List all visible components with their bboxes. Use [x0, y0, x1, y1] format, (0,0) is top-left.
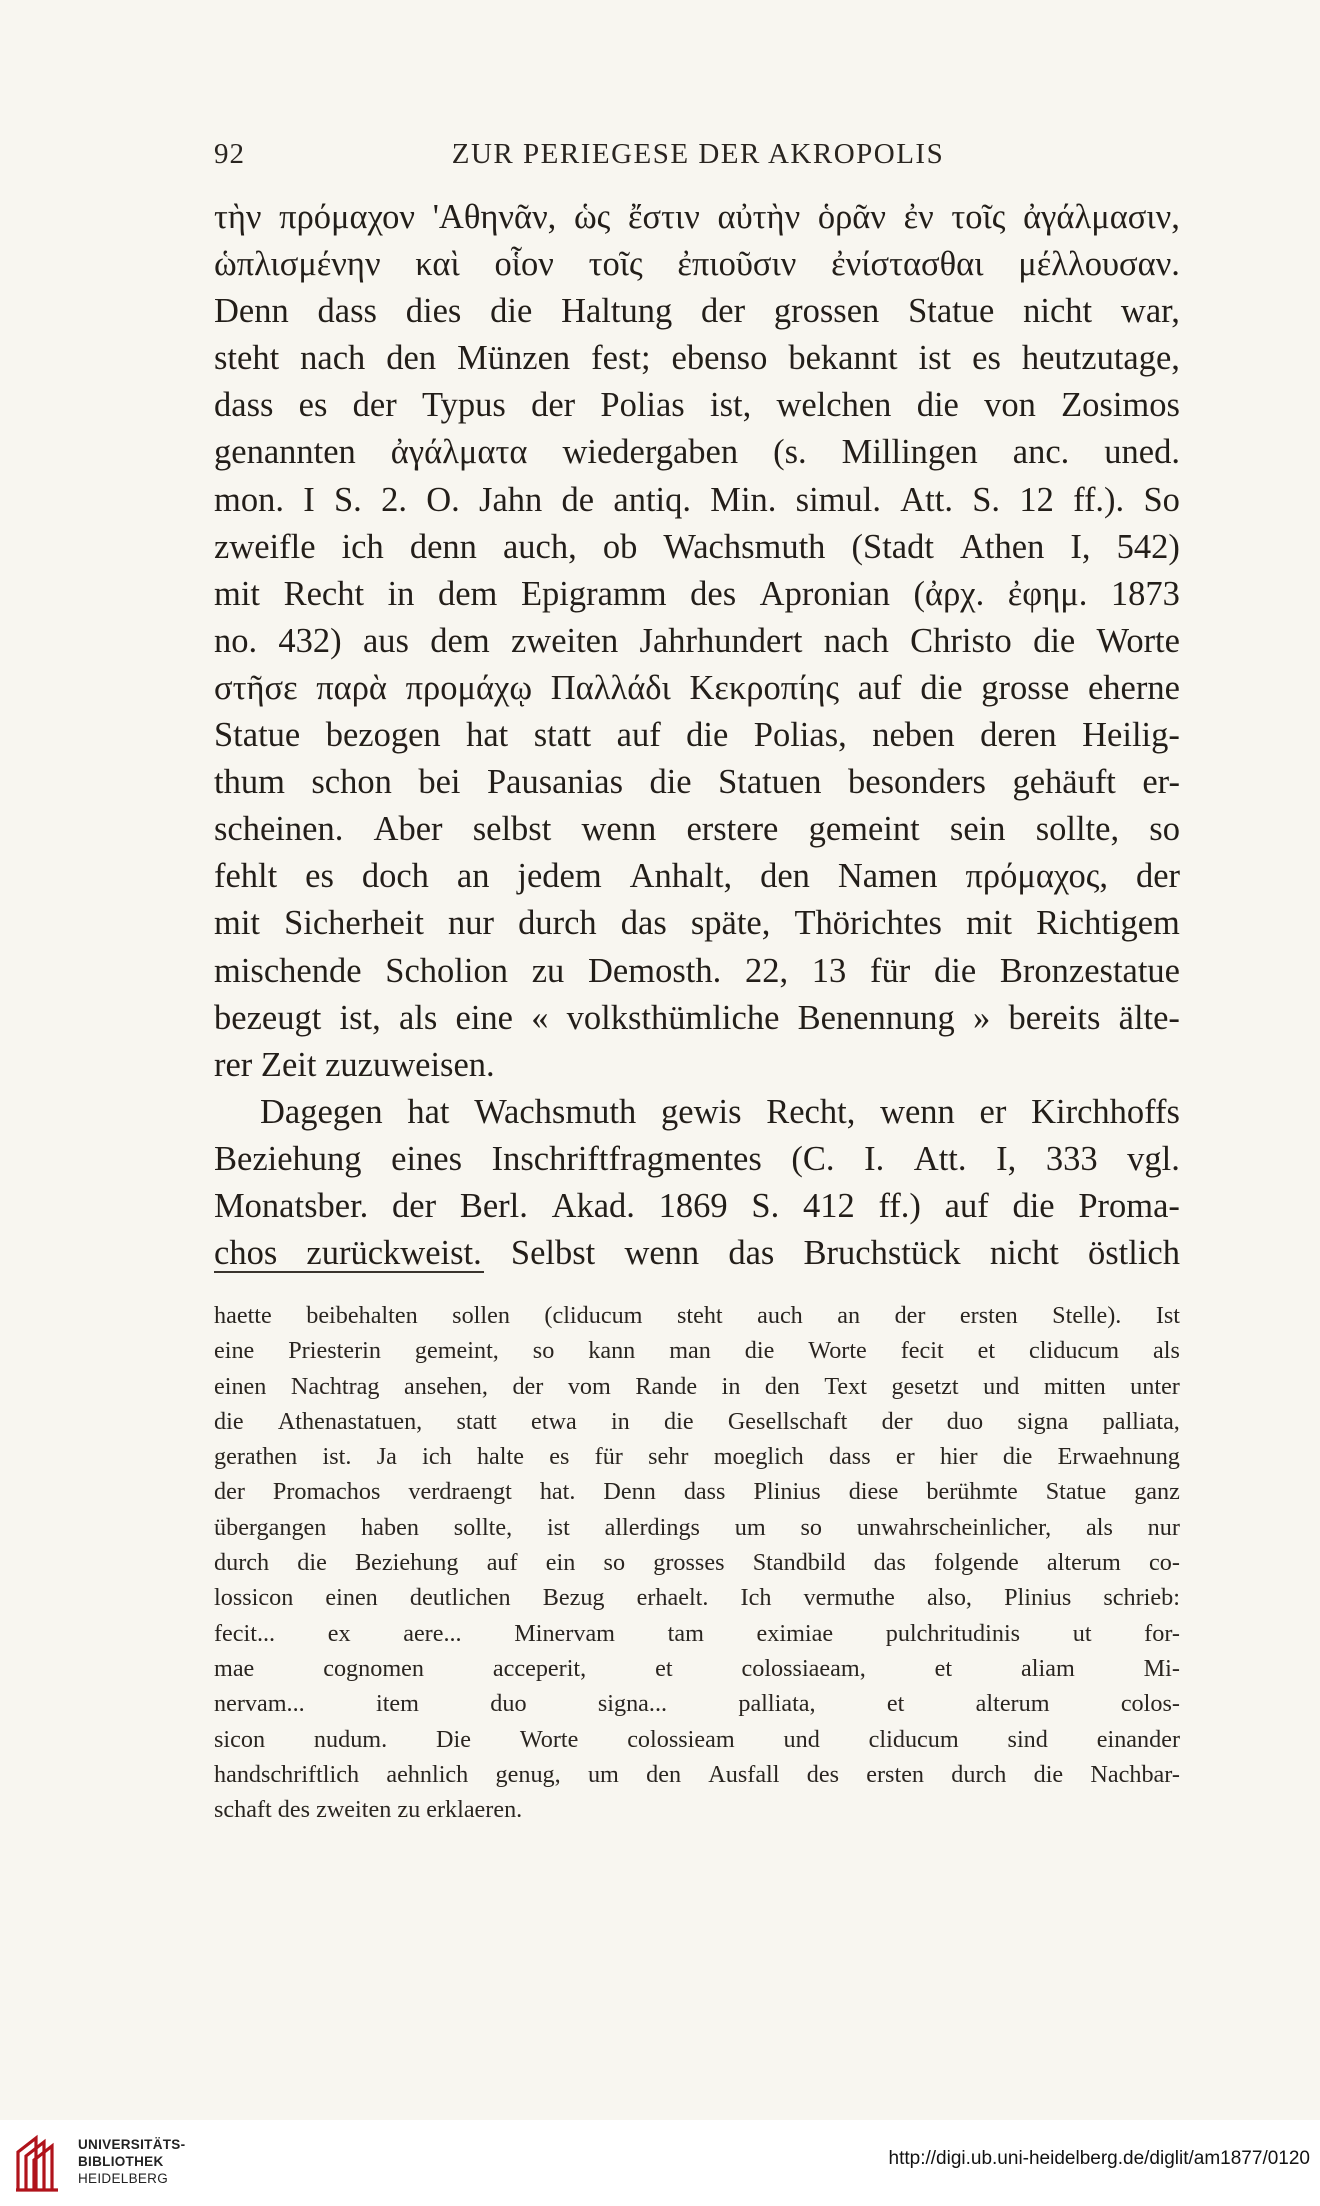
- text-line: rer Zeit zuzuweisen.: [214, 1045, 495, 1084]
- text-line: στῆσε παρὰ προμάχῳ Παλλάδι Κεκροπίης auf die grosse eherne: [214, 668, 1180, 707]
- text-line: bezeugt ist, als eine « volksthümliche Benennung » bereits älte-: [214, 998, 1180, 1037]
- footnote-line: lossicon einen deutlichen Bezug erhaelt. Ich vermuthe also, Plinius schrieb:: [214, 1584, 1180, 1612]
- text-line: Statue bezogen hat statt auf die Polias, neben deren Heilig-: [214, 716, 1180, 755]
- footnote-line: handschriftlich aehnlich genug, um den Ausfall des ersten durch die Nachbar-: [214, 1760, 1180, 1788]
- footnote-line: einen Nachtrag ansehen, der vom Rande in den Text gesetzt und mitten unter: [214, 1372, 1180, 1400]
- text-line: chos zurückweist. Selbst wenn das Bruchstück nicht östlich: [214, 1234, 1180, 1273]
- text-line: τὴν πρόμαχον 'Αθηνᾶν, ὡς ἔστιν αὐτὴν ὁρᾶν ἐν τοῖς ἀγάλμασιν,: [214, 198, 1180, 236]
- footnote-rule: [214, 1271, 484, 1273]
- footnote-line: der Promachos verdraengt hat. Denn dass Plinius diese berühmte Statue ganz: [214, 1478, 1180, 1506]
- footnote-line: mae cognomen acceperit, et colossiaeam, et aliam Mi-: [214, 1654, 1180, 1682]
- text-line: mischende Scholion zu Demosth. 22, 13 für die Bronzestatue: [214, 951, 1180, 990]
- text-line: mit Recht in dem Epigramm des Apronian (ἀρχ. ἐφημ. 1873: [214, 574, 1180, 613]
- main-text: [214, 194, 1180, 1277]
- footnote-text: [214, 1298, 1180, 1827]
- library-name: [78, 2136, 185, 2187]
- page-number: 92: [214, 138, 245, 170]
- text-line: steht nach den Münzen fest; ebenso bekannt ist es heutzutage,: [214, 339, 1180, 378]
- text-line: Beziehung eines Inschriftfragmentes (C. I. Att. I, 333 vgl.: [214, 1139, 1180, 1178]
- library-logo-icon: [14, 2132, 70, 2194]
- footer-bar: [0, 2120, 1320, 2206]
- footnote-line: übergangen haben sollte, ist allerdings um so unwahrscheinlicher, als nur: [214, 1513, 1180, 1541]
- footnote-line: gerathen ist. Ja ich halte es für sehr moeglich dass er hier die Erwaehnung: [214, 1443, 1180, 1471]
- text-line: mon. I S. 2. O. Jahn de antiq. Min. simul. Att. S. 12 ff.). So: [214, 480, 1180, 519]
- text-line: Monatsber. der Berl. Akad. 1869 S. 412 ff.) auf die Proma-: [214, 1186, 1180, 1225]
- footnote-line: fecit... ex aere... Minervam tam eximiae pulchritudinis ut for-: [214, 1619, 1180, 1647]
- library-name-line1: UNIVERSITÄTS-: [78, 2137, 186, 2152]
- source-url[interactable]: http://digi.ub.uni-heidelberg.de/diglit/am1877/0120: [888, 2148, 1310, 2169]
- footnote-line: schaft des zweiten zu erklaeren.: [214, 1796, 523, 1824]
- footnote-line: haette beibehalten sollen (cliducum steht auch an der ersten Stelle). Ist: [214, 1302, 1180, 1329]
- footnote-line: die Athenastatuen, statt etwa in die Gesellschaft der duo signa palliata,: [214, 1407, 1180, 1435]
- text-line: fehlt es doch an jedem Anhalt, den Namen πρόμαχος, der: [214, 857, 1180, 896]
- text-line: no. 432) aus dem zweiten Jahrhundert nach Christo die Worte: [214, 621, 1180, 660]
- running-head: ZUR PERIEGESE DER AKROPOLIS: [451, 138, 945, 170]
- text-line: mit Sicherheit nur durch das späte, Thörichtes mit Richtigem: [214, 904, 1180, 943]
- footnote-line: nervam... item duo signa... palliata, et alterum colos-: [214, 1690, 1180, 1718]
- text-line: genannten ἀγάλματα wiedergaben (s. Millingen anc. uned.: [214, 433, 1180, 472]
- text-line: thum schon bei Pausanias die Statuen besonders gehäuft er-: [214, 763, 1180, 802]
- library-name-line3: HEIDELBERG: [78, 2171, 169, 2186]
- footnote-line: sicon nudum. Die Worte colossieam und cliducum sind einander: [214, 1725, 1180, 1753]
- text-line: ὡπλισμένην καὶ οἷον τοῖς ἐπιοῦσιν ἐνίστασθαι μέλλουσαν.: [214, 245, 1180, 284]
- footnote-line: eine Priesterin gemeint, so kann man die Worte fecit et cliducum als: [214, 1337, 1180, 1365]
- text-line: zweifle ich denn auch, ob Wachsmuth (Stadt Athen I, 542): [214, 527, 1180, 566]
- text-line: dass es der Typus der Polias ist, welchen die von Zosimos: [214, 386, 1180, 425]
- library-name-line2: BIBLIOTHEK: [78, 2154, 164, 2169]
- text-line: scheinen. Aber selbst wenn erstere gemeint sein sollte, so: [214, 810, 1180, 849]
- text-line: Dagegen hat Wachsmuth gewis Recht, wenn er Kirchhoffs: [260, 1092, 1180, 1131]
- footnote-line: durch die Beziehung auf ein so grosses Standbild das folgende alterum co-: [214, 1549, 1180, 1577]
- text-line: Denn dass dies die Haltung der grossen Statue nicht war,: [214, 292, 1180, 331]
